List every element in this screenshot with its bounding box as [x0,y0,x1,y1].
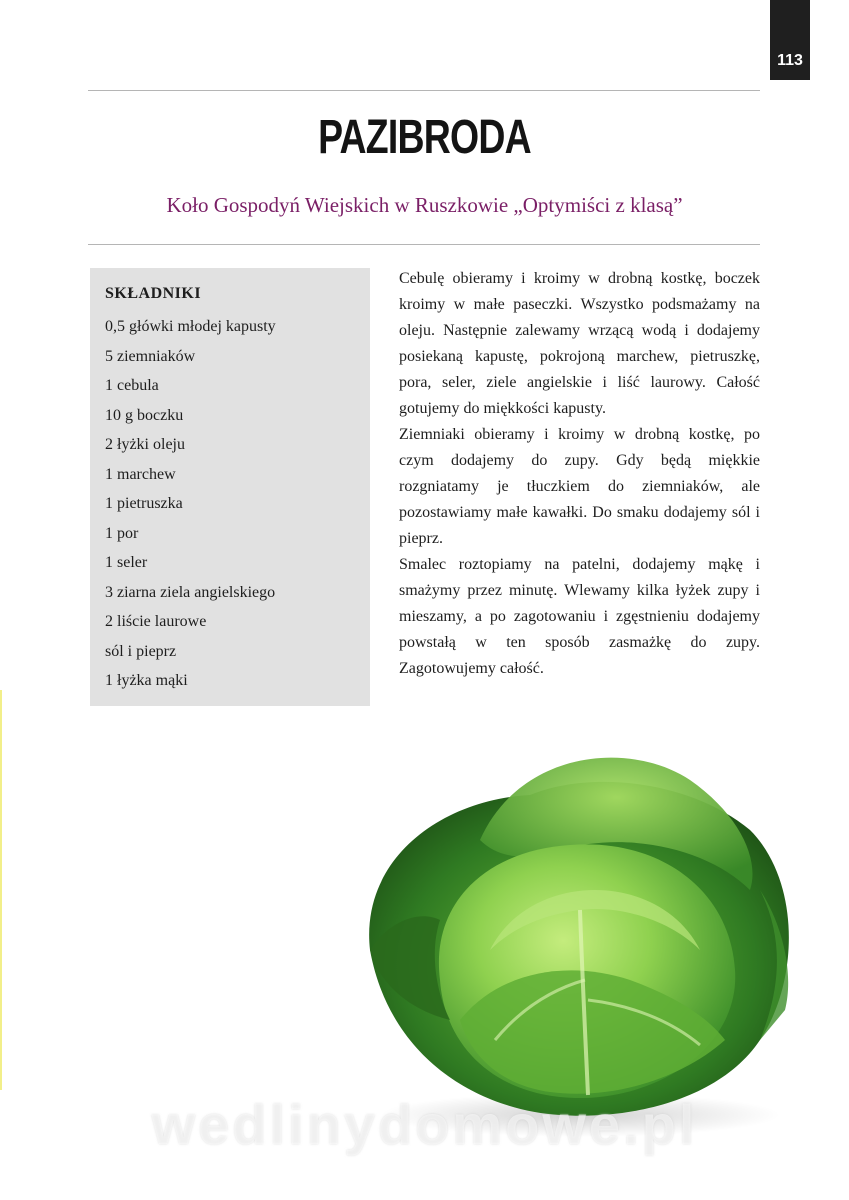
ingredient-item: 1 seler [105,554,148,571]
ingredient-item: sól i pieprz [105,642,177,660]
watermark-text: wedlinydomowe.pl [151,1093,698,1156]
instruction-paragraph: Cebulę obieramy i kroimy w drobną kostkę, boczek kroimy w małe paseczki. Wszystko podsmażamy na oleju. Następnie zalewamy wrzącą wodą i dodajemy posiekaną kapustę, pokrojoną marchew, pietruszkę, pora, seler, ziele angielskie i liść laurowy. Całość gotujemy do miękkości kapusty. [399,270,760,417]
page-number: 113 [777,52,803,69]
ingredient-item: 1 pietruszka [105,495,183,512]
ingredient-item: 1 marchew [105,465,176,483]
ingredient-item: 2 łyżki oleju [105,436,185,453]
recipe-title: PAZIBRODA [318,111,531,164]
ingredient-item: 10 g boczku [105,406,184,424]
ingredients-list [105,312,356,696]
ingredient-item: 1 cebula [105,377,159,394]
bottom-divider [88,244,760,245]
page-edge-line [0,690,2,1090]
ingredient-item: 2 liście laurowe [105,613,207,630]
page-number-tab [770,0,810,80]
recipe-author: Koło Gospodyń Wiejskich w Ruszkowie „Optymiści z klasą” [166,193,683,217]
ingredients-box [90,268,370,706]
ingredients-heading: SKŁADNIKI [105,285,202,302]
ingredient-item: 1 por [105,524,139,542]
ingredient-item: 5 ziemniaków [105,347,196,365]
instructions [399,266,760,682]
ingredient-item: 0,5 główki młodej kapusty [105,318,276,335]
ingredient-item: 1 łyżka mąki [105,672,188,689]
top-divider [88,90,760,91]
instruction-paragraph: Ziemniaki obieramy i kroimy w drobną kostkę, po czym dodajemy do zupy. Gdy będą miękkie rozgniatamy je tłuczkiem do ziemniaków, ale pozostawiamy małe kawałki. Do smaku dodajemy sól i pieprz. [399,426,760,547]
instruction-paragraph: Smalec roztopiamy na patelni, dodajemy mąkę i smażymy przez minutę. Wlewamy kilka łyżek zupy i mieszamy, a po zagotowaniu i zgęstnieniu dodajemy powstałą w ten sposób zasmażkę do zupy. Zagotowujemy całość. [399,556,760,677]
ingredient-item: 3 ziarna ziela angielskiego [105,583,276,601]
